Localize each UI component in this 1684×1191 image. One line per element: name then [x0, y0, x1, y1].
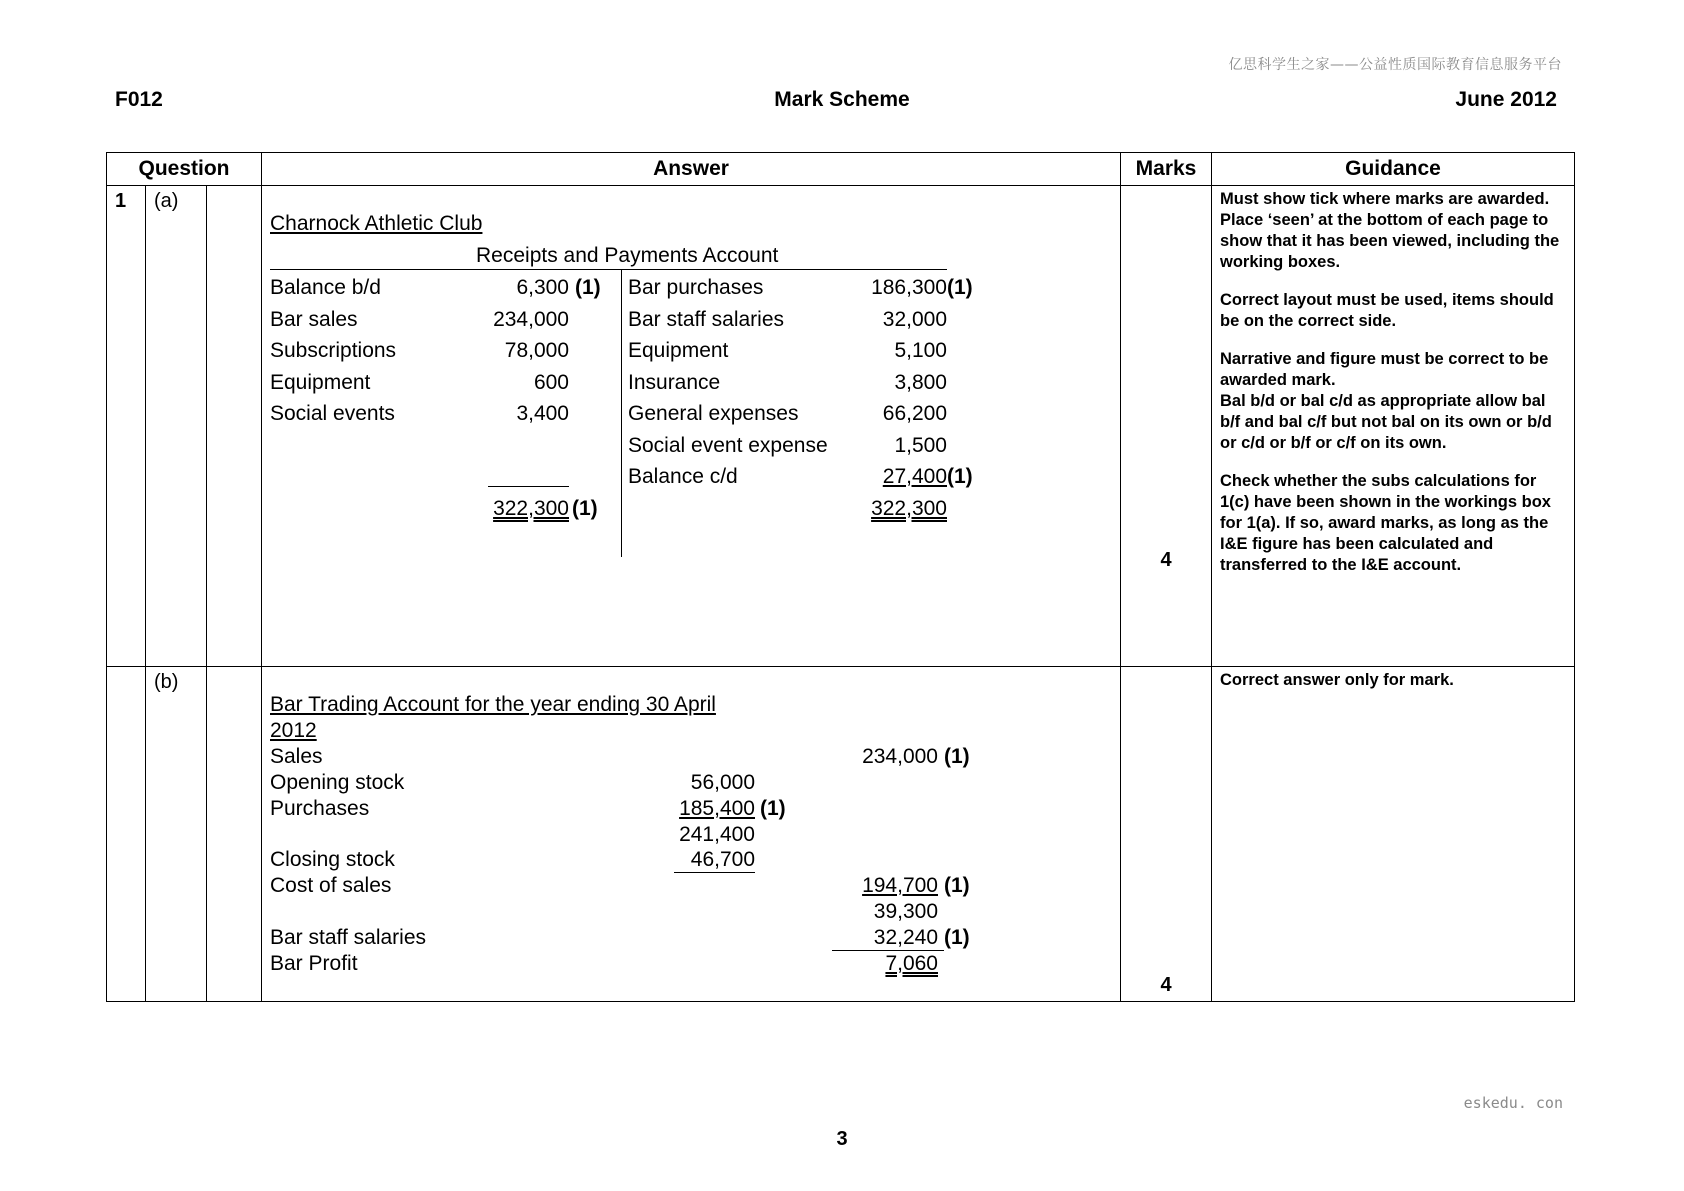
page-number: 3	[836, 1128, 848, 1150]
payment-amount: 27,400	[882, 465, 947, 488]
marks-value: 4	[1160, 549, 1172, 571]
subtotal-amount: 241,400	[679, 823, 755, 846]
account-title: Receipts and Payments Account	[476, 244, 779, 267]
purchases-mark: (1)	[760, 797, 786, 820]
guidance-text: Check whether the subs calculations for 1(c) have been shown in the workings box for 1(a). If so, award marks, as long as the I&E figure has been calculated and transferred to the I&E account.	[1220, 472, 1551, 574]
payment-amount: 32,000	[882, 308, 947, 331]
payment-amount: 66,200	[882, 402, 947, 425]
payment-label: Social event expense	[628, 434, 828, 457]
subpart-cell	[207, 186, 262, 667]
bar-profit-label: Bar Profit	[270, 952, 358, 975]
receipt-amount: 234,000	[493, 308, 569, 331]
guidance-text: Correct layout must be used, items should be on the correct side.	[1220, 291, 1554, 330]
payment-label: Bar purchases	[628, 276, 764, 299]
cost-of-sales-amount: 194,700	[862, 874, 938, 897]
guidance-1a	[1212, 186, 1575, 667]
bar-salaries-rule	[832, 950, 944, 951]
club-name: Charnock Athletic Club	[270, 212, 483, 235]
guidance-text: Must show tick where marks are awarded.	[1220, 190, 1550, 208]
guidance-text: Place ‘seen’ at the bottom of each page to show that it has been viewed, including the working boxes.	[1220, 211, 1560, 271]
mark-scheme-table	[106, 152, 1575, 1002]
receipt-label: Subscriptions	[270, 339, 397, 362]
marks-value: 4	[1160, 974, 1172, 996]
purchases-amount: 185,400	[679, 797, 755, 820]
cost-of-sales-mark: (1)	[944, 874, 970, 897]
receipt-label: Balance b/d	[270, 276, 381, 299]
receipt-amount: 6,300	[516, 276, 569, 299]
payment-label: Equipment	[628, 339, 729, 362]
closing-stock-rule	[674, 872, 755, 873]
question-number: 1	[107, 186, 146, 667]
payments-total: 322,300	[871, 497, 947, 520]
bar-profit-amount: 7,060	[885, 952, 938, 975]
payment-label: Balance c/d	[628, 465, 738, 488]
payment-label: Insurance	[628, 371, 721, 394]
trading-account-title: Bar Trading Account for the year ending 30 April	[270, 693, 716, 716]
cost-of-sales-label: Cost of sales	[270, 874, 392, 897]
payment-label: General expenses	[628, 402, 799, 425]
footer-watermark: eskedu. con	[1463, 1094, 1563, 1112]
question-number-empty	[107, 667, 146, 1002]
sales-mark: (1)	[944, 745, 970, 768]
guidance-1b	[1212, 667, 1575, 1002]
payment-amount: 3,800	[894, 371, 947, 394]
guidance-text: Correct answer only for mark.	[1220, 671, 1454, 689]
sales-amount: 234,000	[862, 745, 938, 768]
subpart-cell	[207, 667, 262, 1002]
guidance-text: Narrative and figure must be correct to be awarded mark.	[1220, 350, 1549, 389]
account-top-rule	[270, 269, 947, 270]
receipt-label: Equipment	[270, 371, 371, 394]
receipts-total: 322,300	[493, 497, 569, 520]
header-answer: Answer	[262, 153, 1121, 186]
bar-salaries-amount: 32,240	[873, 926, 938, 949]
payment-mark: (1)	[947, 276, 973, 299]
bar-salaries-mark: (1)	[944, 926, 970, 949]
marks-1a	[1121, 186, 1212, 667]
opening-stock-amount: 56,000	[690, 771, 755, 794]
gross-profit-amount: 39,300	[873, 900, 938, 923]
site-watermark: 亿思科学生之家——公益性质国际教育信息服务平台	[1228, 57, 1562, 73]
account-center-rule	[621, 270, 622, 557]
receipts-total-mark: (1)	[572, 497, 598, 520]
paper-code: F012	[115, 88, 163, 111]
answer-1a	[262, 186, 1121, 667]
payment-amount: 5,100	[894, 339, 947, 362]
marks-1b	[1121, 667, 1212, 1002]
page-title: Mark Scheme	[774, 88, 910, 111]
trading-account-title-year: 2012	[270, 719, 317, 742]
receipt-amount: 78,000	[504, 339, 569, 362]
receipt-amount: 600	[533, 371, 569, 394]
table-header-row	[107, 153, 1575, 186]
payment-amount: 1,500	[894, 434, 947, 457]
header-question: Question	[107, 153, 262, 186]
receipt-mark: (1)	[575, 276, 601, 299]
payment-amount: 186,300	[871, 276, 947, 299]
guidance-text: Bal b/d or bal c/d as appropriate allow bal b/f and bal c/f but not bal on its own or b/d or c/d or b/f or c/f on its own.	[1220, 392, 1552, 452]
receipt-label: Bar sales	[270, 308, 358, 331]
payment-label: Bar staff salaries	[628, 308, 785, 331]
header-marks: Marks	[1121, 153, 1212, 186]
bar-salaries-label: Bar staff salaries	[270, 926, 427, 949]
header-guidance: Guidance	[1212, 153, 1575, 186]
sales-label: Sales	[270, 745, 323, 768]
closing-stock-amount: 46,700	[690, 848, 755, 871]
purchases-label: Purchases	[270, 797, 370, 820]
question-part: (b)	[146, 667, 207, 1002]
row-1b	[107, 667, 1575, 1002]
answer-1b	[262, 667, 1121, 1002]
exam-date: June 2012	[1455, 88, 1557, 111]
row-1a	[107, 186, 1575, 667]
opening-stock-label: Opening stock	[270, 771, 405, 794]
receipt-amount: 3,400	[516, 402, 569, 425]
closing-stock-label: Closing stock	[270, 848, 395, 871]
receipts-total-rule	[488, 486, 569, 487]
receipt-label: Social events	[270, 402, 395, 425]
payment-mark: (1)	[947, 465, 973, 488]
question-part: (a)	[146, 186, 207, 667]
